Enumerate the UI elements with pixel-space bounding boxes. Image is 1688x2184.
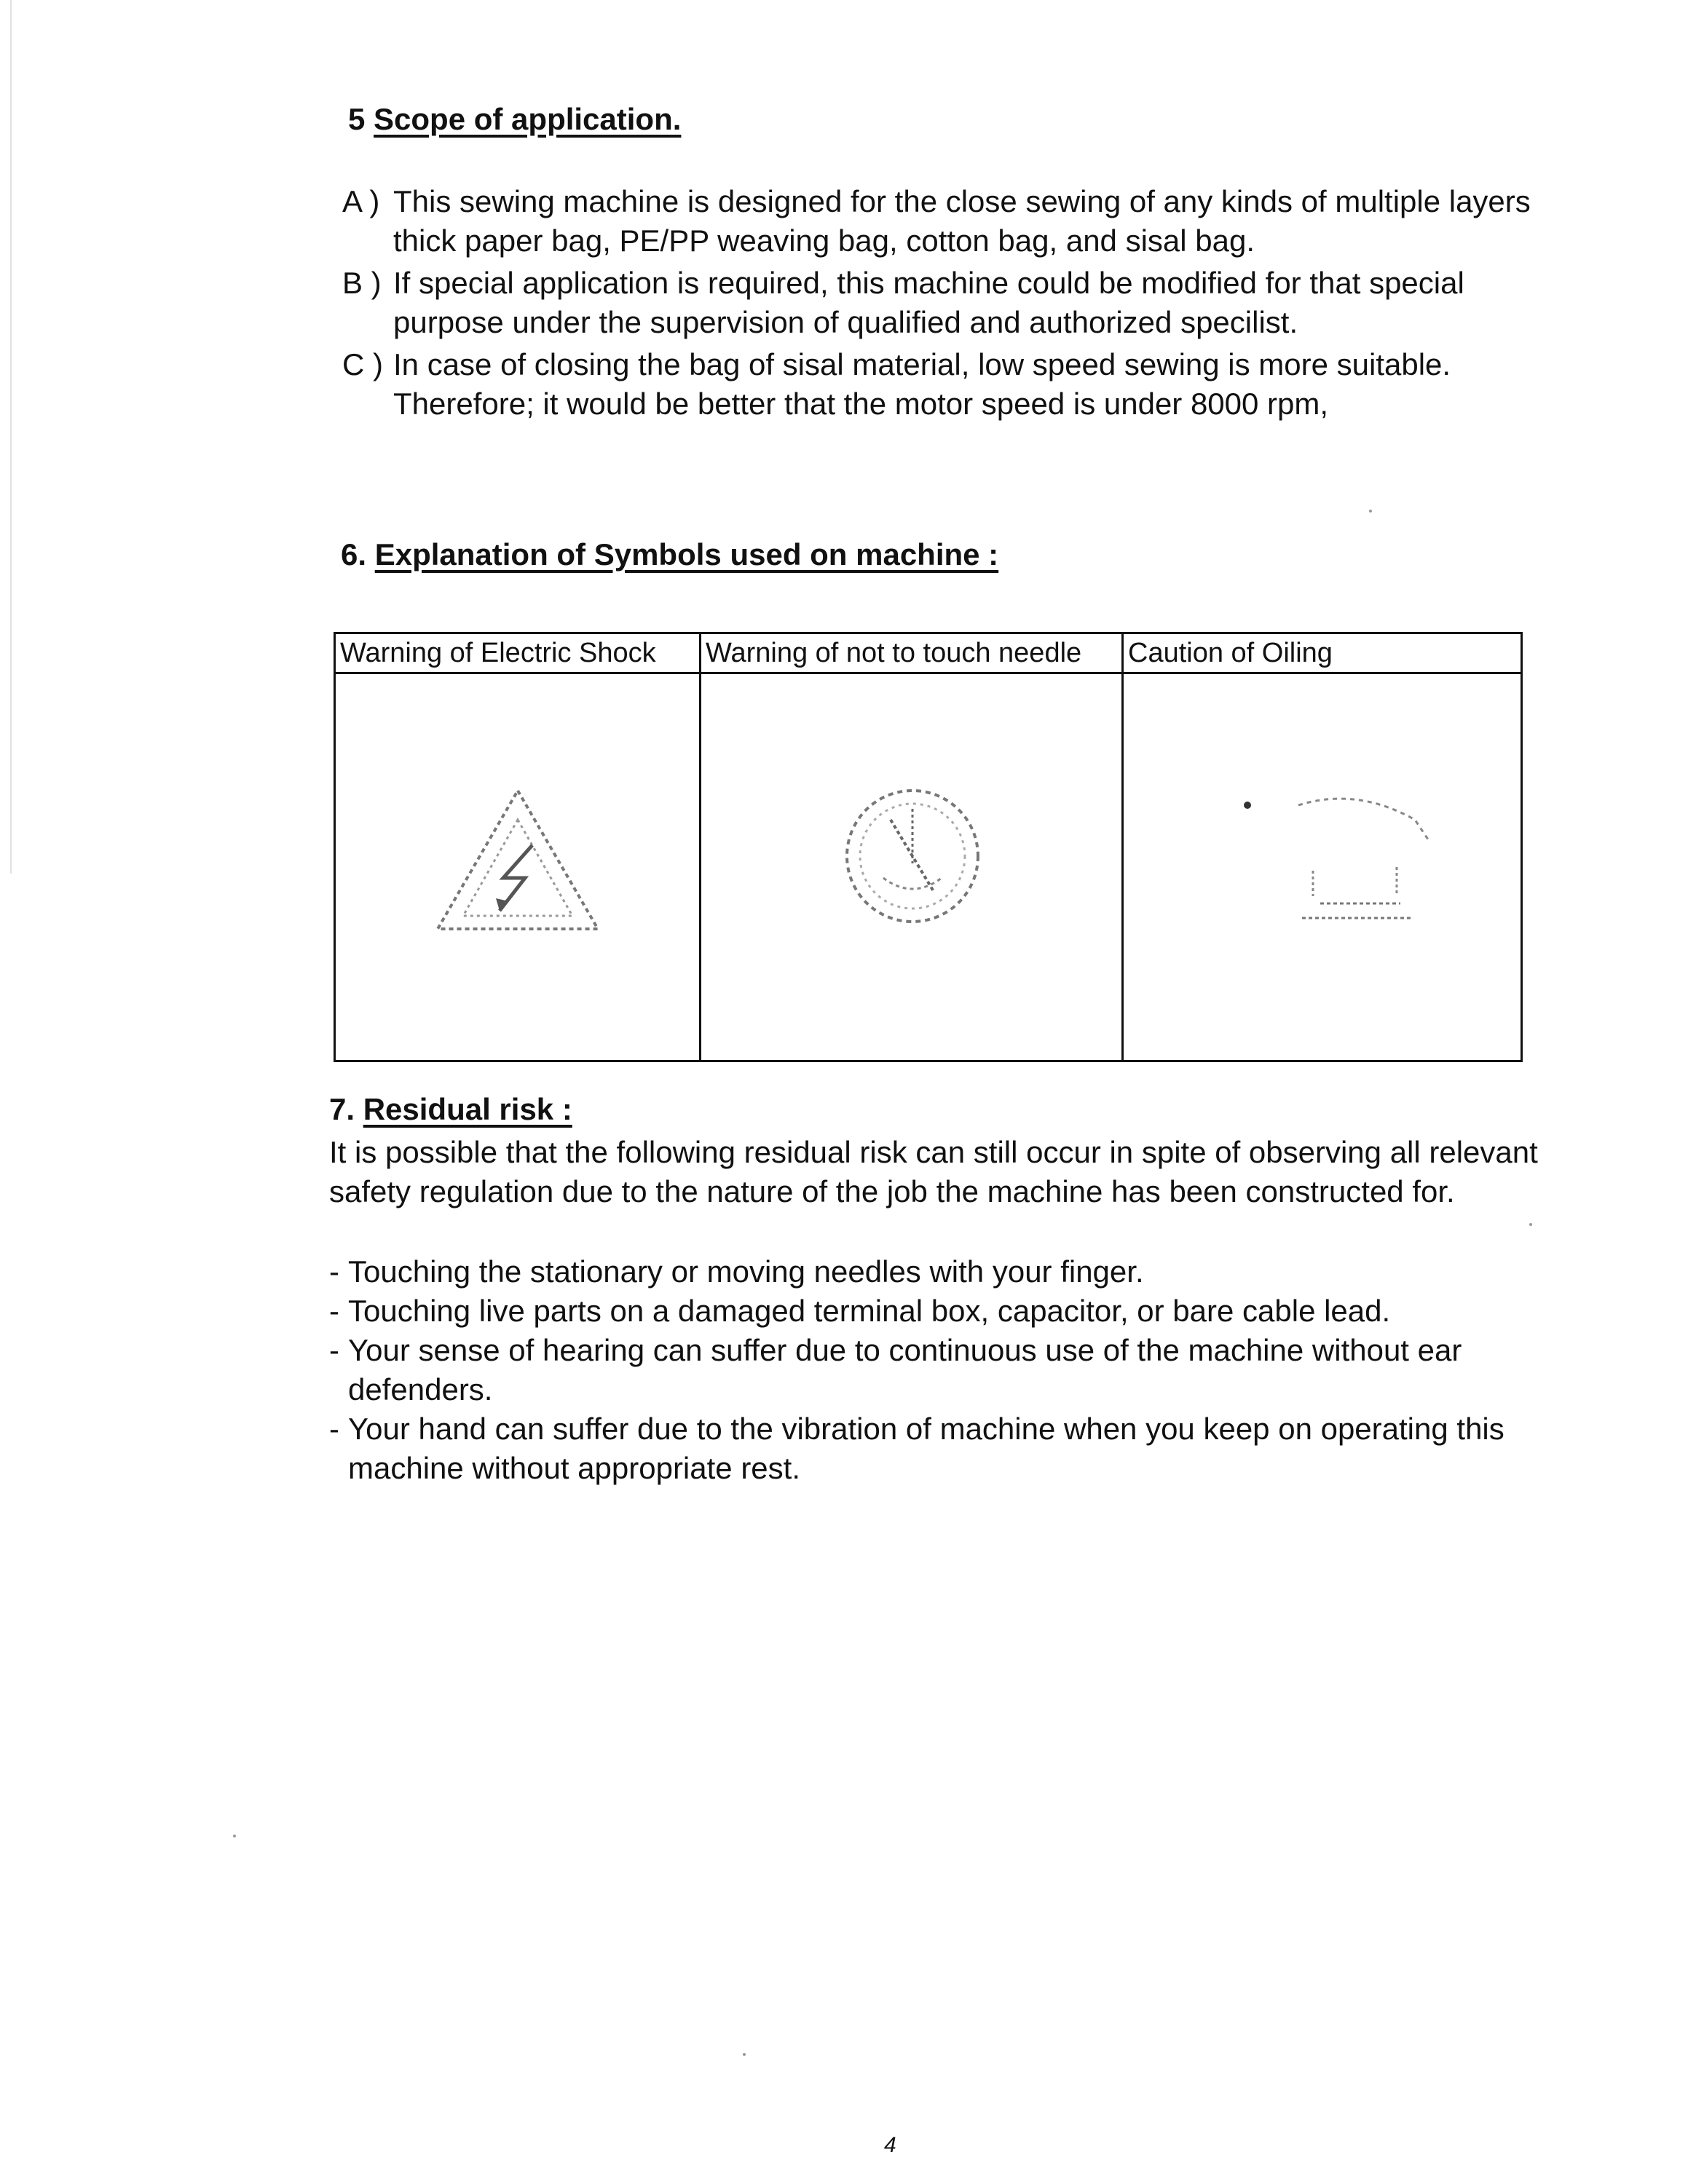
cell-electric-shock [335, 673, 701, 1061]
oiling-caution-icon [1233, 776, 1451, 943]
header-oiling: Caution of Oiling [1123, 633, 1522, 673]
symbols-table [334, 632, 1523, 1062]
symbols-table-symbol-row [335, 673, 1522, 1061]
cell-needle [701, 673, 1123, 1061]
section-5-title: Scope of application. [374, 102, 682, 136]
page-number: 4 [884, 2133, 896, 2157]
scope-item-text: If special application is required, this machine could be modified for that special purpose under the supervision of qualified and authorized specilist. [393, 266, 1464, 339]
symbols-table-header-row [335, 633, 1522, 673]
scope-item-text: In case of closing the bag of sisal material, low speed sewing is more suitable. Therefore; it would be better that the motor speed is under 8000 rpm, [393, 347, 1451, 421]
section-5-heading [348, 102, 681, 137]
cell-oiling [1123, 673, 1522, 1061]
electric-shock-warning-icon [423, 776, 612, 951]
scope-item-letter: B ) [342, 266, 382, 300]
section-6-title: Explanation of Symbols used on machine : [374, 537, 999, 571]
scope-item-letter: A ) [342, 184, 380, 218]
section-6-number: 6. [341, 537, 367, 571]
document-page: 5 Scope of application. A ) This sewing machine is designed for the close sewing of any kinds of multiple layers thick paper bag, PE/PP weaving bag, cotton bag, and sisal bag. B ) If special application is required, this machine could be modified for that special purpose under the supervision of qualified and authorized specilist. C ) In case of closing the bag of sisal material, low speed sewing is more suitable. Therefore; it would be better that the motor speed is under 8000 rpm, 6. Explanation of Symbols used on machine : Warning of Electric Shock Warning of not to touch needle Caution of Oiling 7. Residual risk : It is possible that the following residual risk can still occur in spite of observing all relevant safety regulation due to the nature of the job the machine has been constructed for. - Touching the stationary or moving needles with your finger. - Touching live parts on a damaged terminal box, capacitor, or bare cable lead. - Your sense of hearing can suffer due to continuous use of the machine without ear defenders. - Your hand can suffer due to the vibration of machine when you keep on operating this machine without appropriate rest. 4 [0, 0, 1688, 2184]
needle-warning-icon [832, 776, 993, 936]
section-5-number: 5 [348, 102, 366, 136]
scan-speck [1529, 1223, 1532, 1226]
residual-risk-intro: It is possible that the following residual risk can still occur in spite of observing all relevant safety regulation due to the nature of the job the machine has been constructed for. [329, 1135, 1538, 1208]
scan-speck [233, 1835, 236, 1837]
header-needle: Warning of not to touch needle [701, 633, 1123, 673]
scope-item-text: This sewing machine is designed for the close sewing of any kinds of multiple layers thick paper bag, PE/PP weaving bag, cotton bag, and sisal bag. [393, 184, 1531, 258]
header-electric-shock: Warning of Electric Shock [335, 633, 701, 673]
section-7-heading [329, 1092, 572, 1127]
scan-edge-line [10, 0, 12, 874]
scope-item-letter: C ) [342, 347, 383, 381]
scan-speck [743, 2053, 746, 2056]
section-6-heading [341, 537, 998, 572]
section-7-title: Residual risk : [363, 1092, 572, 1126]
section-7-number: 7. [329, 1092, 355, 1126]
scan-speck [1369, 510, 1372, 513]
